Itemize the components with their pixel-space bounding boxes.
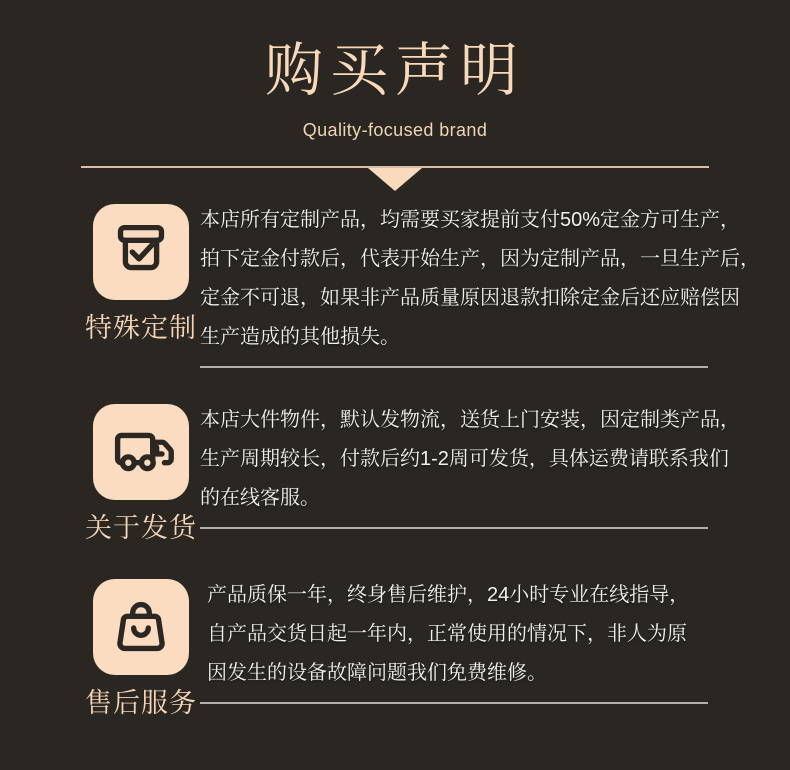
section-shipping-text [200,401,740,529]
section-custom-text [200,201,760,368]
text-line: 本店大件物件，默认发物流，送货上门安装，因定制类产品， [200,409,740,431]
page-title: 购买声明 [264,38,525,103]
truck-icon [102,413,180,491]
icon-card [93,404,189,500]
shopping-bag-icon [102,588,180,666]
header [0,0,790,168]
text-line: 自产品交货日起一年内，正常使用的情况下，非人为原 [207,623,687,645]
text-line: 生产周期较长，付款后约1-2周可发货，具体运费请联系我们 [200,448,729,470]
section-shipping-label: 关于发货 [85,513,197,543]
section-shipping-icon-column [82,401,200,543]
section-aftersales-text [200,576,708,704]
page-subtitle: Quality-focused brand [302,120,488,140]
header-divider [81,166,709,168]
section-custom [82,201,760,368]
section-aftersales-label: 售后服务 [85,688,197,718]
text-line: 拍下定金付款后，代表开始生产，因为定制产品，一旦生产后， [200,248,760,270]
section-aftersales [82,576,708,718]
section-custom-icon-column [82,201,200,343]
section-aftersales-icon-column [82,576,200,718]
text-line: 的在线客服。 [200,487,320,509]
down-triangle-icon [368,168,422,191]
box-check-icon [102,213,180,291]
section-custom-label: 特殊定制 [85,313,197,343]
icon-card [93,204,189,300]
text-line: 生产造成的其他损失。 [200,326,400,348]
icon-card [93,579,189,675]
section-shipping [82,401,740,543]
text-line: 本店所有定制产品，均需要买家提前支付50%定金方可生产， [200,209,741,231]
sections [0,168,790,718]
text-line: 因发生的设备故障问题我们免费维修。 [207,662,547,684]
text-line: 产品质保一年，终身售后维护，24小时专业在线指导， [207,584,690,606]
text-line: 定金不可退，如果非产品质量原因退款扣除定金后还应赔偿因 [200,287,740,309]
